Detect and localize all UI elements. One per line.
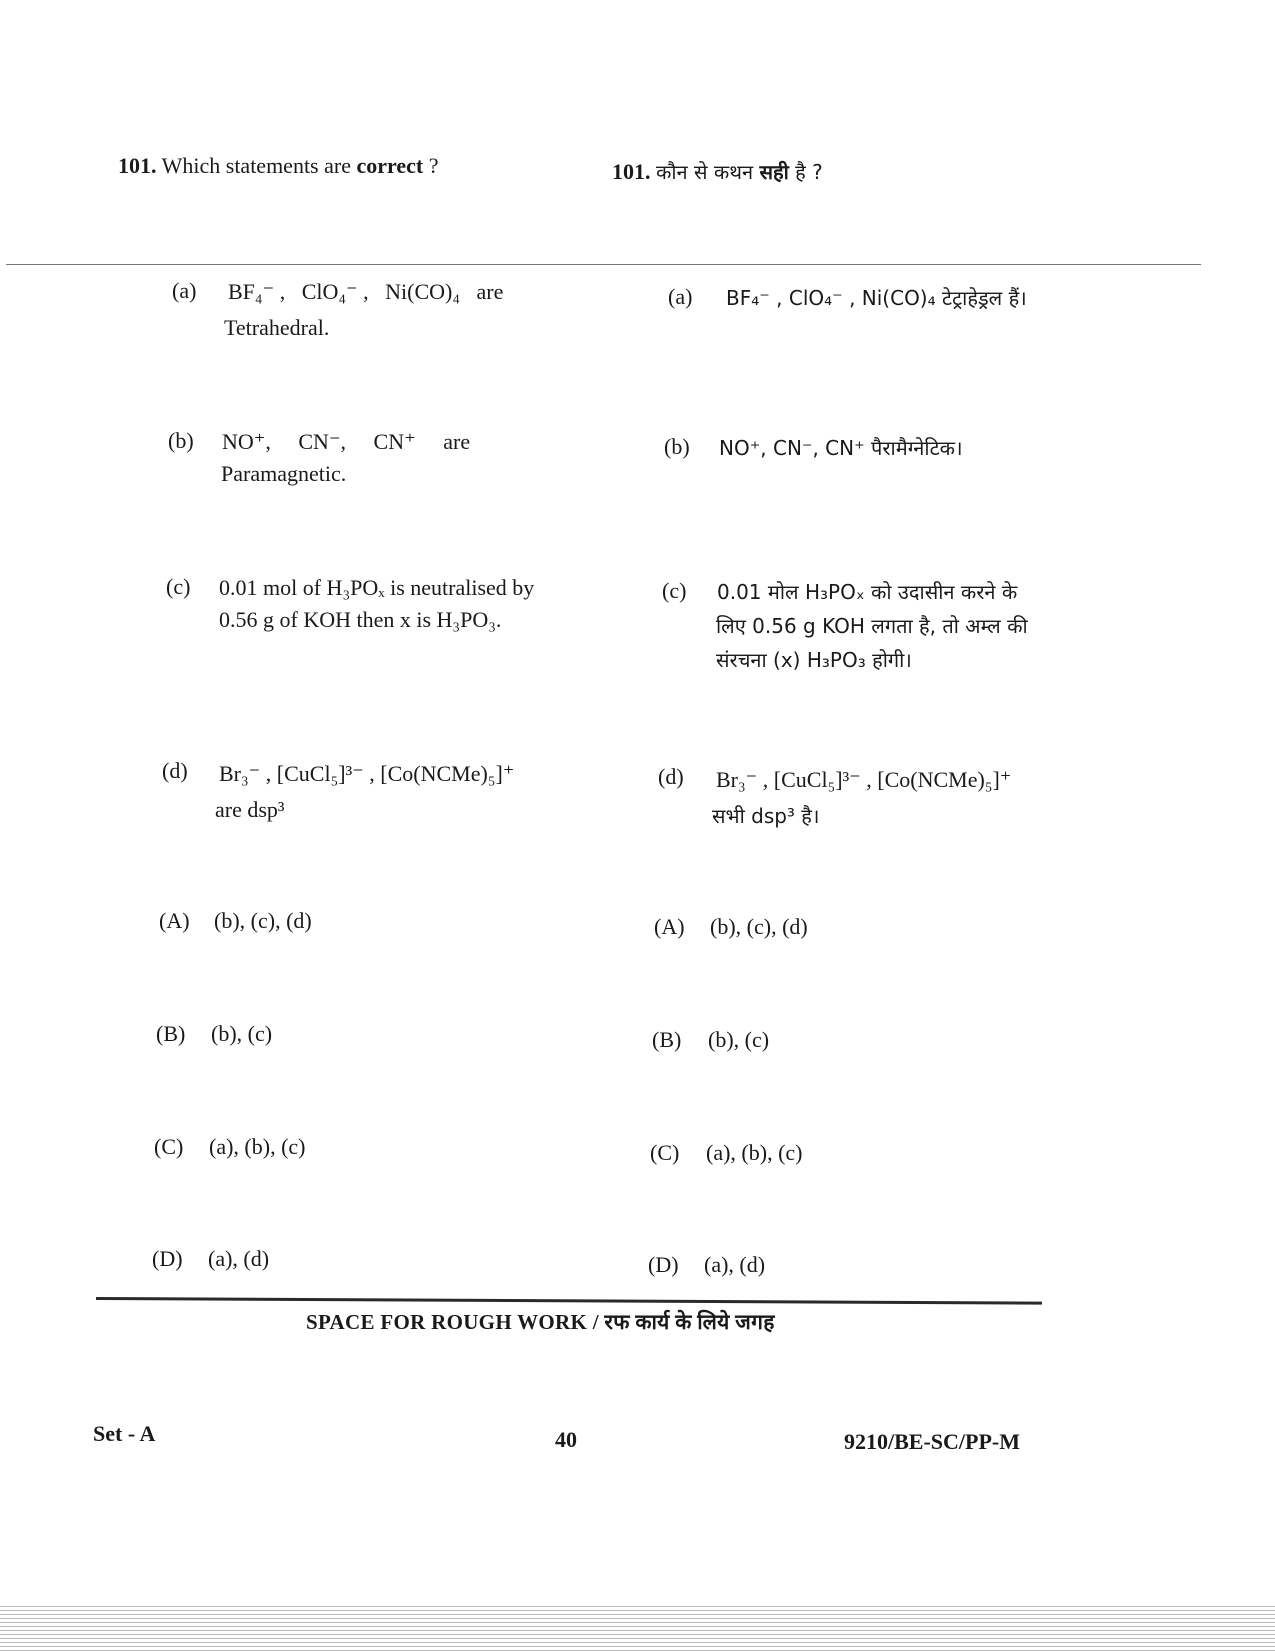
option-c-text-hindi: (a), (b), (c) <box>706 1140 803 1165</box>
option-b-text: (b), (c) <box>211 1021 273 1046</box>
scan-edge-stripes <box>0 1606 1275 1651</box>
statement-d-hindi-line2: सभी dsp³ है। <box>712 804 820 828</box>
stem-bold-word: correct <box>356 153 424 178</box>
option-a-text-hindi: (b), (c), (d) <box>710 914 808 939</box>
statement-c-label: (c) <box>166 574 191 599</box>
statement-d-hindi-line1: Br₃⁻ , [CuCl₅]³⁻ , [Co(NCMe)₅]⁺ <box>716 767 1012 792</box>
statement-d-line2: are dsp³ <box>215 797 285 822</box>
option-b-label-hindi: (B) <box>652 1027 682 1052</box>
statement-b-hindi: NO⁺, CN⁻, CN⁺ पैरामैग्नेटिक। <box>719 436 963 460</box>
statement-c-line1: 0.01 mol of H₃POₓ is neutralised by <box>219 575 535 600</box>
question-number-hindi: 101. <box>612 159 651 184</box>
question-stem-hindi <box>612 158 823 185</box>
stem-text-hindi: कौन से कथन <box>656 160 760 184</box>
statement-b-label-hindi: (b) <box>664 434 690 459</box>
option-d-label-hindi: (D) <box>648 1252 679 1277</box>
option-d-text: (a), (d) <box>208 1246 270 1271</box>
statement-c-label-hindi: (c) <box>662 578 687 603</box>
statement-c-line2: 0.56 g of KOH then x is H₃PO₃. <box>219 607 502 632</box>
option-d-text-hindi: (a), (d) <box>704 1252 766 1277</box>
statement-c-hindi-line3: संरचना (x) H₃PO₃ होगी। <box>716 648 912 672</box>
statement-a-label-hindi: (a) <box>668 284 693 309</box>
stem-end-hindi: है ? <box>788 160 823 184</box>
option-a-text: (b), (c), (d) <box>214 908 312 933</box>
stem-text: Which statements are <box>161 153 357 178</box>
option-c-label: (C) <box>154 1134 184 1159</box>
option-b-label: (B) <box>156 1021 186 1046</box>
rough-work-heading: SPACE FOR ROUGH WORK / रफ कार्य के लिये जगह <box>306 1310 775 1334</box>
option-a-label-hindi: (A) <box>654 914 685 939</box>
top-divider <box>6 264 1201 265</box>
option-c-text: (a), (b), (c) <box>209 1134 306 1159</box>
footer-paper-code: 9210/BE-SC/PP-M <box>844 1429 1020 1454</box>
statement-d-label: (d) <box>162 758 188 783</box>
option-b-text-hindi: (b), (c) <box>708 1027 770 1052</box>
statement-c-hindi-line1: 0.01 मोल H₃POₓ को उदासीन करने के <box>717 580 1018 604</box>
statement-a-label: (a) <box>172 278 197 303</box>
statement-b-label: (b) <box>168 428 194 453</box>
statement-d-label-hindi: (d) <box>658 764 684 789</box>
statement-a-hindi: BF₄⁻ , ClO₄⁻ , Ni(CO)₄ टेट्राहेड्रल हैं। <box>726 286 1027 310</box>
statement-d-line1: Br₃⁻ , [CuCl₅]³⁻ , [Co(NCMe)₅]⁺ <box>219 761 515 786</box>
option-a-label: (A) <box>159 908 190 933</box>
footer-page-number: 40 <box>555 1427 577 1452</box>
statement-a-line2: Tetrahedral. <box>224 315 330 340</box>
stem-bold-word-hindi: सही <box>759 160 789 184</box>
statement-c-hindi-line2: लिए 0.56 g KOH लगता है, तो अम्ल की <box>716 614 1028 638</box>
question-number: 101. <box>118 153 157 178</box>
statement-a-line1: BF₄⁻ , ClO₄⁻ , Ni(CO)₄ are <box>228 279 504 304</box>
rough-work-divider <box>96 1297 1042 1305</box>
option-d-label: (D) <box>152 1246 183 1271</box>
question-stem-english <box>118 153 439 179</box>
option-c-label-hindi: (C) <box>650 1140 680 1165</box>
statement-b-line2: Paramagnetic. <box>221 461 347 486</box>
stem-end: ? <box>423 153 439 178</box>
statement-b-line1: NO⁺, CN⁻, CN⁺ are <box>222 429 471 454</box>
footer-set: Set - A <box>93 1421 156 1446</box>
